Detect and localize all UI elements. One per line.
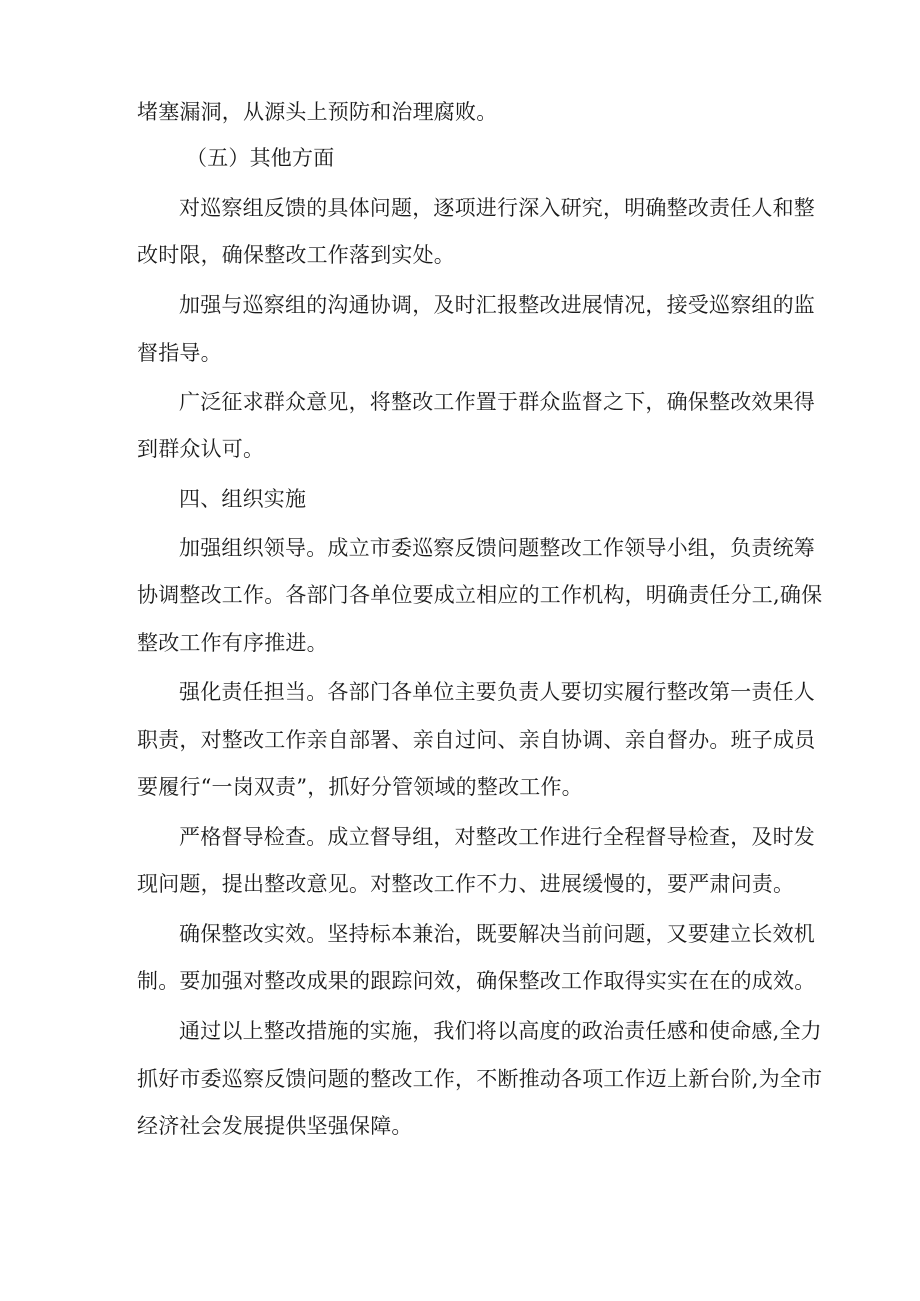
text-line: 加强与巡察组的沟通协调，及时汇报整改进展情况，接受巡察组的监	[179, 293, 815, 317]
text-line: 要履行“一岗双责”，抓好分管领域的整改工作。	[137, 775, 583, 799]
text-line: 整改工作有序推进。	[137, 631, 328, 655]
text-line: 确保整改实效。坚持标本兼治，既要解决当前问题，又要建立长效机	[179, 922, 815, 946]
text-line: 堵塞漏洞，从源头上预防和治理腐败。	[137, 100, 498, 124]
text-line: 职责，对整改工作亲自部署、亲自过问、亲自协调、亲自督办。班子成员	[137, 728, 816, 752]
text-line: 严格督导检查。成立督导组，对整改工作进行全程督导检查，及时发	[179, 825, 815, 849]
section-heading: 四、组织实施	[179, 487, 307, 511]
text-line: 改时限，确保整改工作落到实处。	[137, 243, 455, 267]
text-line: 制。要加强对整改成果的跟踪问效，确保整改工作取得实实在在的成效。	[137, 969, 816, 993]
text-line: 现问题，提出整改意见。对整改工作不力、进展缓慢的，要严肃问责。	[137, 872, 795, 896]
text-line: 通过以上整改措施的实施，我们将以高度的政治责任感和使命感,全力	[179, 1019, 822, 1043]
text-line: 抓好市委巡察反馈问题的整改工作，不断推动各项工作迈上新台阶,为全市	[137, 1067, 823, 1091]
text-line: 协调整改工作。各部门各单位要成立相应的工作机构，明确责任分工,确保	[137, 583, 823, 607]
section-heading: （五）其他方面	[186, 146, 335, 170]
text-line: 强化责任担当。各部门各单位主要负责人要切实履行整改第一责任人	[179, 680, 815, 704]
text-line: 加强组织领导。成立市委巡察反馈问题整改工作领导小组，负责统筹	[179, 536, 815, 560]
text-line: 到群众认可。	[137, 437, 265, 461]
text-line: 经济社会发展提供坚强保障。	[137, 1114, 413, 1138]
text-line: 对巡察组反馈的具体问题，逐项进行深入研究，明确整改责任人和整	[179, 196, 815, 220]
text-line: 广泛征求群众意见，将整改工作置于群众监督之下，确保整改效果得	[179, 390, 815, 414]
text-line: 督指导。	[137, 341, 222, 365]
